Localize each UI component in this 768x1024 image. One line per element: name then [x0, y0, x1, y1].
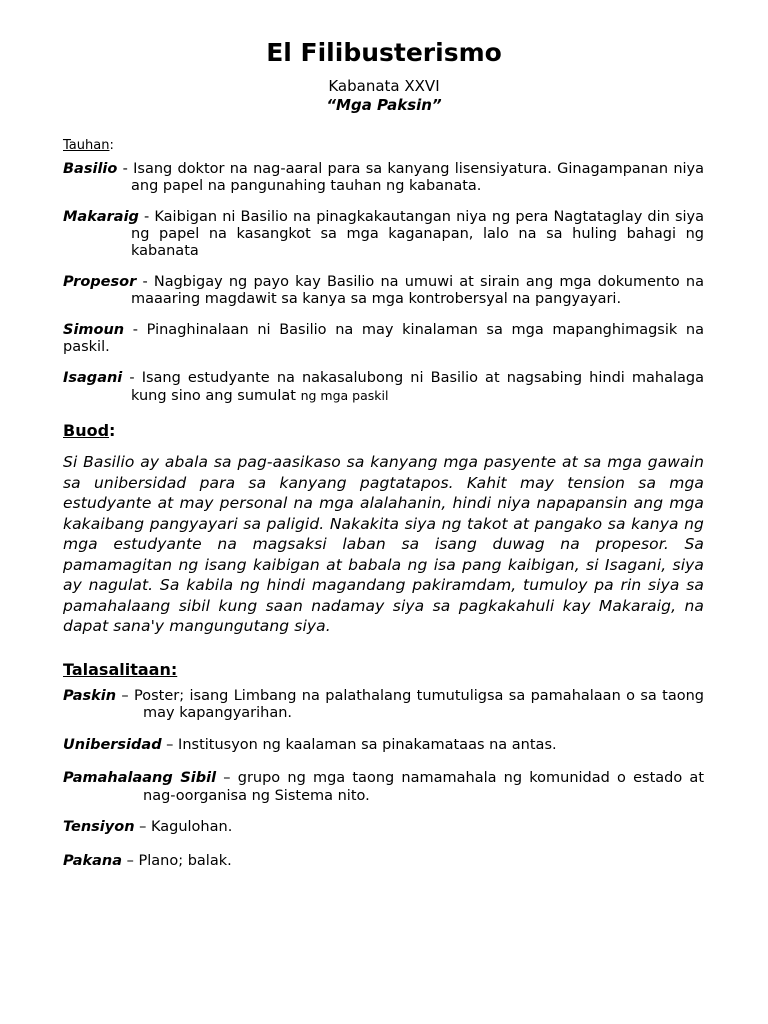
character-name: Isagani	[63, 370, 123, 386]
tauhan-heading-text: Tauhan	[63, 138, 110, 153]
talasalitaan-heading	[63, 660, 704, 680]
buod-heading	[63, 421, 704, 441]
character-description: - Nagbigay ng payo kay Basilio na umuwi at sirain ang mga dokumento na maaaring magdawit sa kanya sa mga kontrobersyal na pangyayari.	[131, 274, 704, 307]
character-entry-simoun	[63, 322, 704, 356]
glossary-term: Tensiyon	[63, 819, 135, 835]
character-entry-propesor	[63, 274, 704, 308]
character-entry-basilio	[63, 161, 704, 195]
glossary-term: Unibersidad	[63, 736, 162, 753]
glossary-definition: – Poster; isang Limbang na palathalang tumutuligsa sa pamahalaan o sa taong may kapangyarihan.	[116, 687, 704, 721]
buod-heading-colon: :	[109, 421, 116, 440]
glossary-term: Paskin	[63, 687, 117, 704]
buod-heading-text: Buod	[63, 421, 110, 440]
chapter-number: Kabanata XXVI	[328, 77, 440, 95]
document-title: El Filibusterismo	[266, 38, 502, 67]
glossary-term: Pakana	[63, 852, 123, 869]
character-name: Simoun	[63, 322, 125, 338]
character-description-tail: ng mga paskil	[300, 388, 389, 403]
chapter-title: “Mga Paksin”	[326, 96, 442, 114]
document-body	[63, 137, 704, 886]
glossary-definition: – Institusyon ng kaalaman sa pinakamataas na antas.	[161, 736, 557, 753]
glossary-entry-paskin	[63, 688, 704, 723]
character-entry-makaraig	[63, 209, 704, 260]
glossary-entry-unibersidad	[63, 737, 704, 755]
glossary-entry-pamahalaang-sibil	[63, 770, 704, 805]
summary-paragraph: Si Basilio ay abala sa pag-aasikaso sa kanyang mga pasyente at sa mga gawain sa unibersidad para sa kanyang pagtatapos. Kahit may tension sa mga estudyante at may personal na mga alalahanin, hindi niya napapansin ang mga kakaibang pangyayari sa paligid. Nakakita siya ng takot at pangako sa kanya ng mga estudyante na magsaksi laban sa isang duwag na propesor. Sa pamamagitan ng isang kaibigan at babala ng isa pang kaibigan, si Isagani, siya ay nagulat. Sa kabila ng hindi magandang pakiramdam, tumuloy pa rin siya sa pamahalaang sibil kung saan nadamay siya sa pagkakahuli kay Makaraig, na dapat sana'y mangungutang siya.	[63, 453, 704, 635]
character-description: - Kaibigan ni Basilio na pinagkakautangan niya ng pera Nagtataglay din siya ng papel na kasangkot sa mga kaganapan, lalo na sa huling bahagi ng kabanata	[131, 209, 704, 259]
tauhan-heading-colon: :	[109, 138, 114, 153]
tauhan-heading	[63, 137, 704, 154]
glossary-definition: – Kagulohan.	[134, 819, 233, 835]
glossary-entry-tensiyon	[63, 819, 704, 837]
glossary-definition: – Plano; balak.	[122, 852, 232, 869]
character-description: - Pinaghinalaan ni Basilio na may kinalaman sa mga mapanghimagsik na paskil.	[63, 322, 704, 355]
character-description: - Isang estudyante na nakasalubong ni Basilio at nagsabing hindi mahalaga kung sino ang sumulat	[122, 370, 704, 404]
character-description: - Isang doktor na nag-aaral para sa kanyang lisensiyatura. Ginagampanan niya ang papel na pangunahing tauhan ng kabanata.	[117, 161, 704, 194]
talasalitaan-heading-text: Talasalitaan:	[63, 659, 178, 679]
glossary-term: Pamahalaang Sibil	[63, 770, 217, 786]
character-name: Makaraig	[63, 209, 139, 225]
character-name: Propesor	[63, 274, 137, 290]
character-entry-isagani	[63, 370, 704, 405]
glossary-definition: – grupo ng mga taong namamahala ng komunidad o estado at nag-oorganisa ng Sistema nito.	[143, 770, 705, 804]
character-name: Basilio	[63, 161, 118, 177]
glossary-entry-pakana	[63, 853, 704, 871]
